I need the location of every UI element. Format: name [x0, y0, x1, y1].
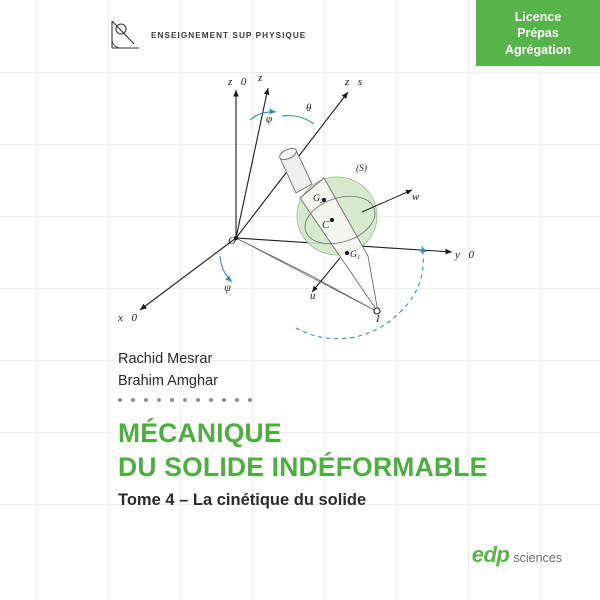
figure-label: z [258, 72, 263, 84]
figure-label: φ [266, 113, 273, 125]
badge-line-1: Licence [514, 10, 562, 25]
figure-label: w⃗ [412, 191, 428, 203]
author-name: Brahim Amghar [118, 373, 218, 390]
imprint-label: ENSEIGNEMENT SUP PHYSIQUE [151, 30, 307, 40]
publisher-suffix: sciences [513, 551, 562, 565]
figure-label: x⃗0 [118, 312, 137, 324]
audience-badge [476, 0, 600, 66]
figure-label: y⃗0 [455, 249, 474, 261]
badge-line-2: Prépas [517, 26, 559, 41]
imprint-logo [108, 18, 306, 52]
figure-label: G₁ [350, 250, 361, 260]
publisher-logo [472, 542, 562, 568]
figure-label: C [322, 219, 330, 231]
kinematics-diagram-svg [100, 60, 500, 345]
figure-label: G₂ [313, 194, 324, 204]
figure-label: u⃗ [310, 290, 325, 302]
physics-pendulum-icon [108, 18, 142, 52]
badge-line-3: Agrégation [505, 42, 571, 57]
book-title-line-1: MÉCANIQUE [118, 418, 282, 448]
book-subtitle: Tome 4 – La cinétique du solide [118, 491, 367, 509]
figure-label: z⃗s [345, 76, 363, 88]
figure-label: z⃗0 [228, 76, 247, 88]
figure-label: O [228, 235, 236, 247]
book-title-line-2: DU SOLIDE INDÉFORMABLE [118, 452, 488, 482]
figure-label: (S) [356, 164, 368, 174]
author-list [118, 348, 218, 393]
publisher-name: edp [471, 542, 510, 567]
figure-label: ψ [224, 282, 231, 294]
dot-rule [118, 398, 252, 402]
author-name: Rachid Mesrar [118, 351, 213, 367]
cover-figure [100, 60, 500, 345]
figure-label: I [376, 313, 380, 325]
figure-label: θ [306, 102, 312, 114]
